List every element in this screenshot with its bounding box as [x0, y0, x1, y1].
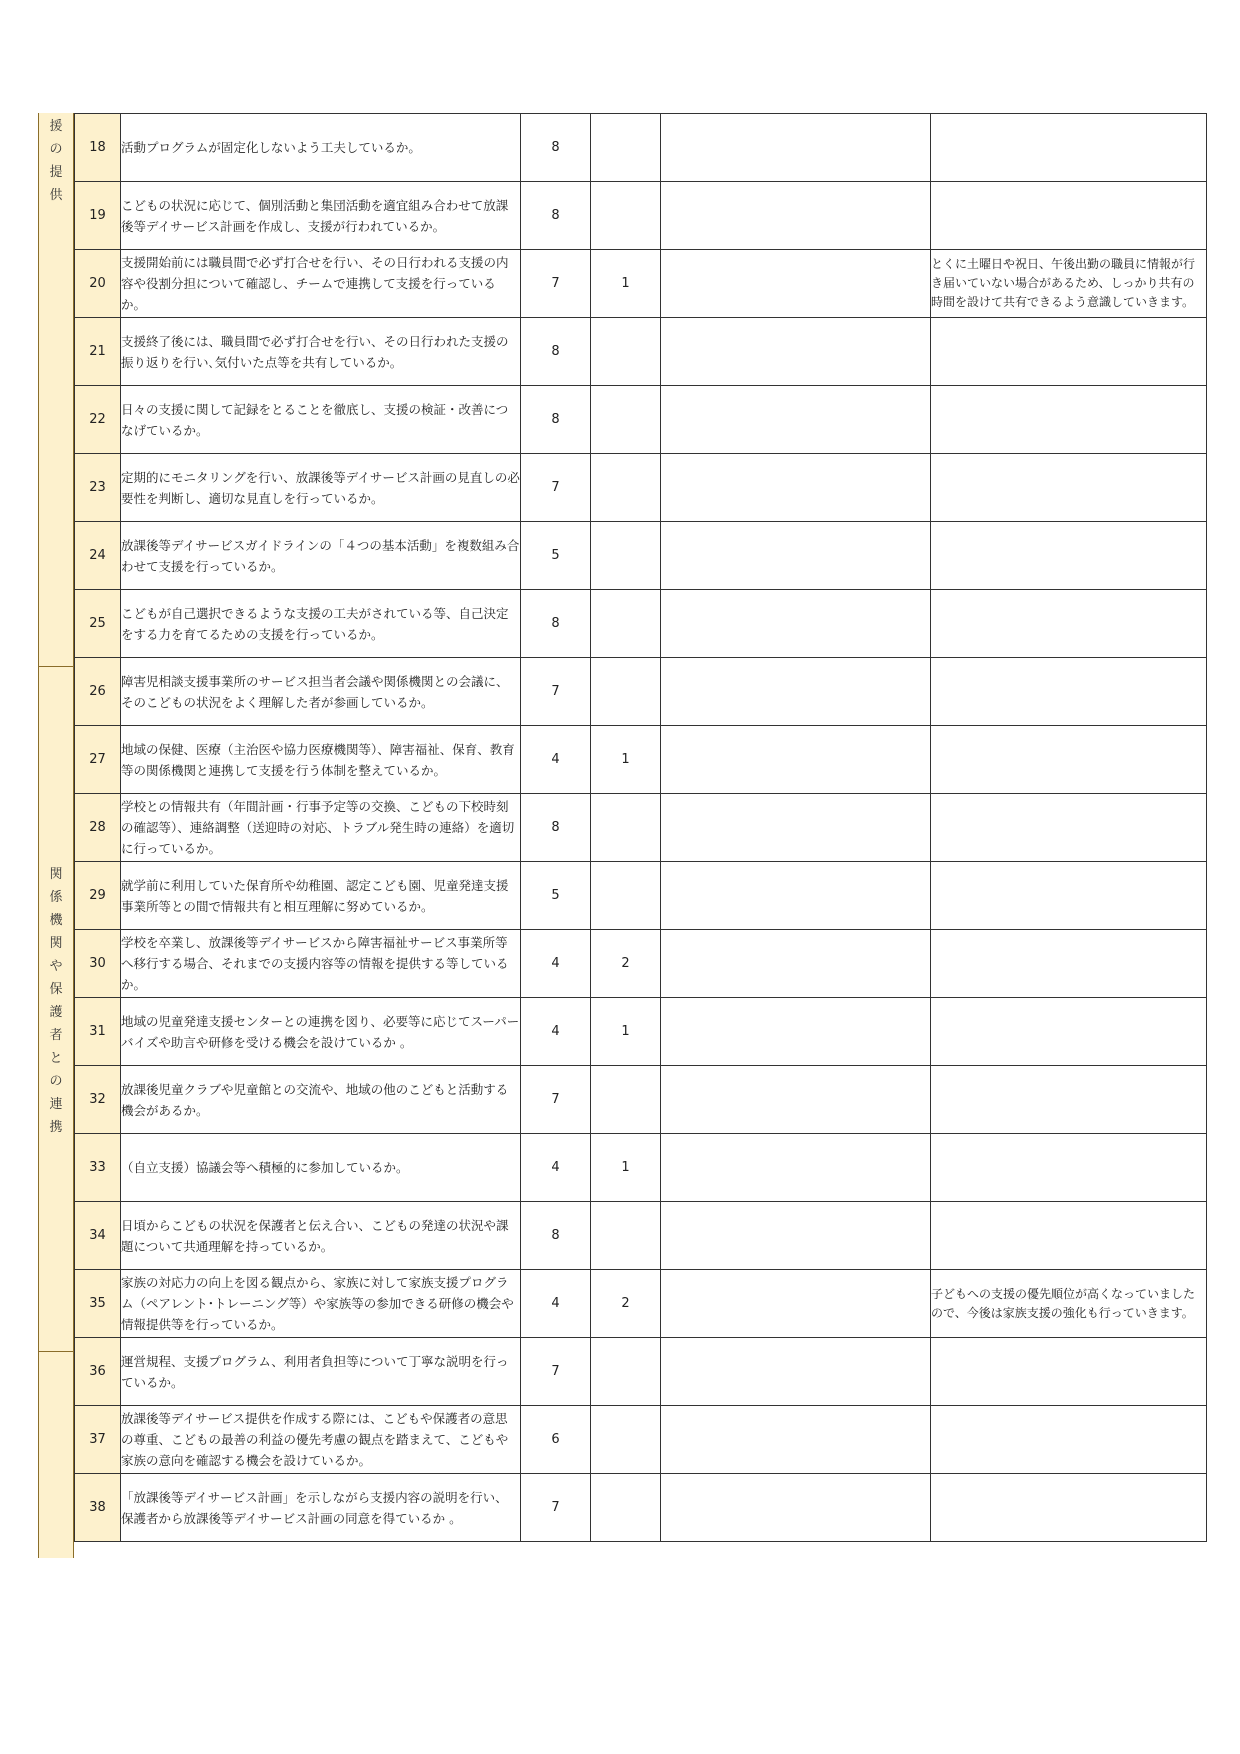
- item-number: 31: [75, 998, 121, 1066]
- yes-count: 4: [521, 726, 591, 794]
- improvement-cell: [661, 1202, 931, 1270]
- improvement-cell: [661, 522, 931, 590]
- yes-count: 8: [521, 1202, 591, 1270]
- comment-cell: [931, 590, 1207, 658]
- table-row: [75, 318, 1207, 386]
- table-row: [75, 726, 1207, 794]
- item-question: 日頃からこどもの状況を保護者と伝え合い、こどもの発達の状況や課題について共通理解を持っているか。: [121, 1202, 521, 1270]
- comment-cell: [931, 1202, 1207, 1270]
- category-explanation: [38, 1351, 74, 1558]
- comment-cell: [931, 658, 1207, 726]
- no-count: [591, 862, 661, 930]
- no-count: 1: [591, 250, 661, 318]
- item-number: 29: [75, 862, 121, 930]
- improvement-cell: [661, 1066, 931, 1134]
- item-question: 日々の支援に関して記録をとることを徹底し、支援の検証・改善につなげているか。: [121, 386, 521, 454]
- no-count: 1: [591, 1134, 661, 1202]
- yes-count: 5: [521, 522, 591, 590]
- item-question: 学校を卒業し、放課後等デイサービスから障害福祉サービス事業所等へ移行する場合、それまでの支援内容等の情報を提供する等しているか。: [121, 930, 521, 998]
- yes-count: 7: [521, 250, 591, 318]
- improvement-cell: [661, 250, 931, 318]
- item-question: 定期的にモニタリングを行い、放課後等デイサービス計画の見直しの必要性を判断し、適切な見直しを行っているか。: [121, 454, 521, 522]
- no-count: [591, 114, 661, 182]
- improvement-cell: [661, 658, 931, 726]
- yes-count: 8: [521, 318, 591, 386]
- category-support-provision: [38, 113, 74, 666]
- improvement-cell: [661, 1474, 931, 1542]
- no-count: [591, 590, 661, 658]
- yes-count: 8: [521, 590, 591, 658]
- table-row: [75, 250, 1207, 318]
- improvement-cell: [661, 1134, 931, 1202]
- no-count: [591, 1202, 661, 1270]
- comment-cell: [931, 1338, 1207, 1406]
- yes-count: 4: [521, 998, 591, 1066]
- yes-count: 8: [521, 114, 591, 182]
- item-question: （自立支援）協議会等へ積極的に参加しているか。: [121, 1134, 521, 1202]
- item-question: 支援開始前には職員間で必ず打合せを行い、その日行われる支援の内容や役割分担について確認し、チームで連携して支援を行っているか。: [121, 250, 521, 318]
- item-number: 26: [75, 658, 121, 726]
- table-row: [75, 1066, 1207, 1134]
- improvement-cell: [661, 1270, 931, 1338]
- table-row: [75, 1270, 1207, 1338]
- comment-cell: [931, 522, 1207, 590]
- improvement-cell: [661, 930, 931, 998]
- improvement-cell: [661, 318, 931, 386]
- item-number: 35: [75, 1270, 121, 1338]
- category-label: 関 係 機 関 や 保 護 者 と の 連 携: [49, 867, 63, 1135]
- item-question: 家族の対応力の向上を図る観点から、家族に対して家族支援プログラム（ペアレント･トレーニング等）や家族等の参加できる研修の機会や情報提供等を行っているか。: [121, 1270, 521, 1338]
- improvement-cell: [661, 114, 931, 182]
- no-count: [591, 1066, 661, 1134]
- item-number: 38: [75, 1474, 121, 1542]
- yes-count: 8: [521, 794, 591, 862]
- item-question: こどもの状況に応じて、個別活動と集団活動を適宜組み合わせて放課後等デイサービス計画を作成し、支援が行われているか。: [121, 182, 521, 250]
- comment-cell: 子どもへの支援の優先順位が高くなっていましたので、今後は家族支援の強化も行っていきます。: [931, 1270, 1207, 1338]
- no-count: 1: [591, 726, 661, 794]
- item-number: 32: [75, 1066, 121, 1134]
- table-row: [75, 590, 1207, 658]
- item-number: 36: [75, 1338, 121, 1406]
- yes-count: 4: [521, 930, 591, 998]
- item-number: 20: [75, 250, 121, 318]
- yes-count: 7: [521, 454, 591, 522]
- yes-count: 8: [521, 386, 591, 454]
- improvement-cell: [661, 182, 931, 250]
- item-number: 24: [75, 522, 121, 590]
- improvement-cell: [661, 454, 931, 522]
- evaluation-sheet: [38, 113, 1206, 1565]
- yes-count: 7: [521, 1474, 591, 1542]
- no-count: 2: [591, 1270, 661, 1338]
- category-label: 援 の 提 供: [49, 119, 63, 203]
- table-row: [75, 386, 1207, 454]
- no-count: [591, 1406, 661, 1474]
- item-number: 33: [75, 1134, 121, 1202]
- yes-count: 6: [521, 1406, 591, 1474]
- table-row: [75, 930, 1207, 998]
- yes-count: 7: [521, 658, 591, 726]
- item-number: 21: [75, 318, 121, 386]
- evaluation-table: [74, 113, 1207, 1542]
- item-question: こどもが自己選択できるような支援の工夫がされている等、自己決定をする力を育てるための支援を行っているか。: [121, 590, 521, 658]
- comment-cell: [931, 1134, 1207, 1202]
- category-liaison: [38, 666, 74, 1351]
- no-count: [591, 386, 661, 454]
- no-count: 2: [591, 930, 661, 998]
- comment-cell: [931, 794, 1207, 862]
- improvement-cell: [661, 794, 931, 862]
- improvement-cell: [661, 590, 931, 658]
- no-count: [591, 318, 661, 386]
- table-row: [75, 1474, 1207, 1542]
- comment-cell: [931, 386, 1207, 454]
- comment-cell: [931, 318, 1207, 386]
- comment-cell: [931, 114, 1207, 182]
- item-question: 放課後等デイサービスガイドラインの「４つの基本活動」を複数組み合わせて支援を行っているか。: [121, 522, 521, 590]
- item-number: 22: [75, 386, 121, 454]
- item-number: 28: [75, 794, 121, 862]
- comment-cell: [931, 454, 1207, 522]
- improvement-cell: [661, 998, 931, 1066]
- table-row: [75, 114, 1207, 182]
- no-count: [591, 658, 661, 726]
- item-number: 27: [75, 726, 121, 794]
- yes-count: 7: [521, 1338, 591, 1406]
- no-count: [591, 794, 661, 862]
- improvement-cell: [661, 1338, 931, 1406]
- item-question: 支援終了後には、職員間で必ず打合せを行い、その日行われた支援の振り返りを行い､気付いた点等を共有しているか。: [121, 318, 521, 386]
- no-count: 1: [591, 998, 661, 1066]
- comment-cell: [931, 1474, 1207, 1542]
- comment-cell: [931, 726, 1207, 794]
- no-count: [591, 522, 661, 590]
- item-question: 活動プログラムが固定化しないよう工夫しているか。: [121, 114, 521, 182]
- item-number: 23: [75, 454, 121, 522]
- yes-count: 8: [521, 182, 591, 250]
- improvement-cell: [661, 1406, 931, 1474]
- item-number: 25: [75, 590, 121, 658]
- table-row: [75, 998, 1207, 1066]
- item-question: 放課後児童クラブや児童館との交流や、地域の他のこどもと活動する機会があるか。: [121, 1066, 521, 1134]
- table-row: [75, 1338, 1207, 1406]
- table-row: [75, 1406, 1207, 1474]
- comment-cell: [931, 1406, 1207, 1474]
- item-number: 30: [75, 930, 121, 998]
- comment-cell: [931, 182, 1207, 250]
- item-question: 放課後等デイサービス提供を作成する際には、こどもや保護者の意思の尊重、こどもの最善の利益の優先考慮の観点を踏まえて、こどもや家族の意向を確認する機会を設けているか。: [121, 1406, 521, 1474]
- no-count: [591, 1474, 661, 1542]
- no-count: [591, 1338, 661, 1406]
- table-row: [75, 1134, 1207, 1202]
- table-row: [75, 862, 1207, 930]
- comment-cell: [931, 998, 1207, 1066]
- item-question: 地域の保健、医療（主治医や協力医療機関等）、障害福祉、保育、教育等の関係機関と連携して支援を行う体制を整えているか。: [121, 726, 521, 794]
- comment-cell: とくに土曜日や祝日、午後出勤の職員に情報が行き届いていない場合があるため、しっかり共有の時間を設けて共有できるよう意識していきます。: [931, 250, 1207, 318]
- table-row: [75, 658, 1207, 726]
- table-row: [75, 454, 1207, 522]
- comment-cell: [931, 930, 1207, 998]
- yes-count: 7: [521, 1066, 591, 1134]
- item-question: 学校との情報共有（年間計画・行事予定等の交換、こどもの下校時刻の確認等）、連絡調整（送迎時の対応、トラブル発生時の連絡）を適切に行っているか。: [121, 794, 521, 862]
- yes-count: 5: [521, 862, 591, 930]
- table-row: [75, 182, 1207, 250]
- item-number: 37: [75, 1406, 121, 1474]
- item-question: 障害児相談支援事業所のサービス担当者会議や関係機関との会議に、そのこどもの状況をよく理解した者が参画しているか。: [121, 658, 521, 726]
- item-question: 運営規程、支援プログラム、利用者負担等について丁寧な説明を行っているか。: [121, 1338, 521, 1406]
- table-row: [75, 794, 1207, 862]
- yes-count: 4: [521, 1134, 591, 1202]
- item-question: 「放課後等デイサービス計画」を示しながら支援内容の説明を行い、保護者から放課後等デイサービス計画の同意を得ているか 。: [121, 1474, 521, 1542]
- comment-cell: [931, 1066, 1207, 1134]
- item-question: 就学前に利用していた保育所や幼稚園、認定こども園、児童発達支援事業所等との間で情報共有と相互理解に努めているか。: [121, 862, 521, 930]
- improvement-cell: [661, 862, 931, 930]
- item-question: 地域の児童発達支援センターとの連携を図り、必要等に応じてスーパーバイズや助言や研修を受ける機会を設けているか 。: [121, 998, 521, 1066]
- no-count: [591, 454, 661, 522]
- yes-count: 4: [521, 1270, 591, 1338]
- table-row: [75, 1202, 1207, 1270]
- item-number: 34: [75, 1202, 121, 1270]
- no-count: [591, 182, 661, 250]
- improvement-cell: [661, 386, 931, 454]
- table-row: [75, 522, 1207, 590]
- item-number: 19: [75, 182, 121, 250]
- item-number: 18: [75, 114, 121, 182]
- comment-cell: [931, 862, 1207, 930]
- improvement-cell: [661, 726, 931, 794]
